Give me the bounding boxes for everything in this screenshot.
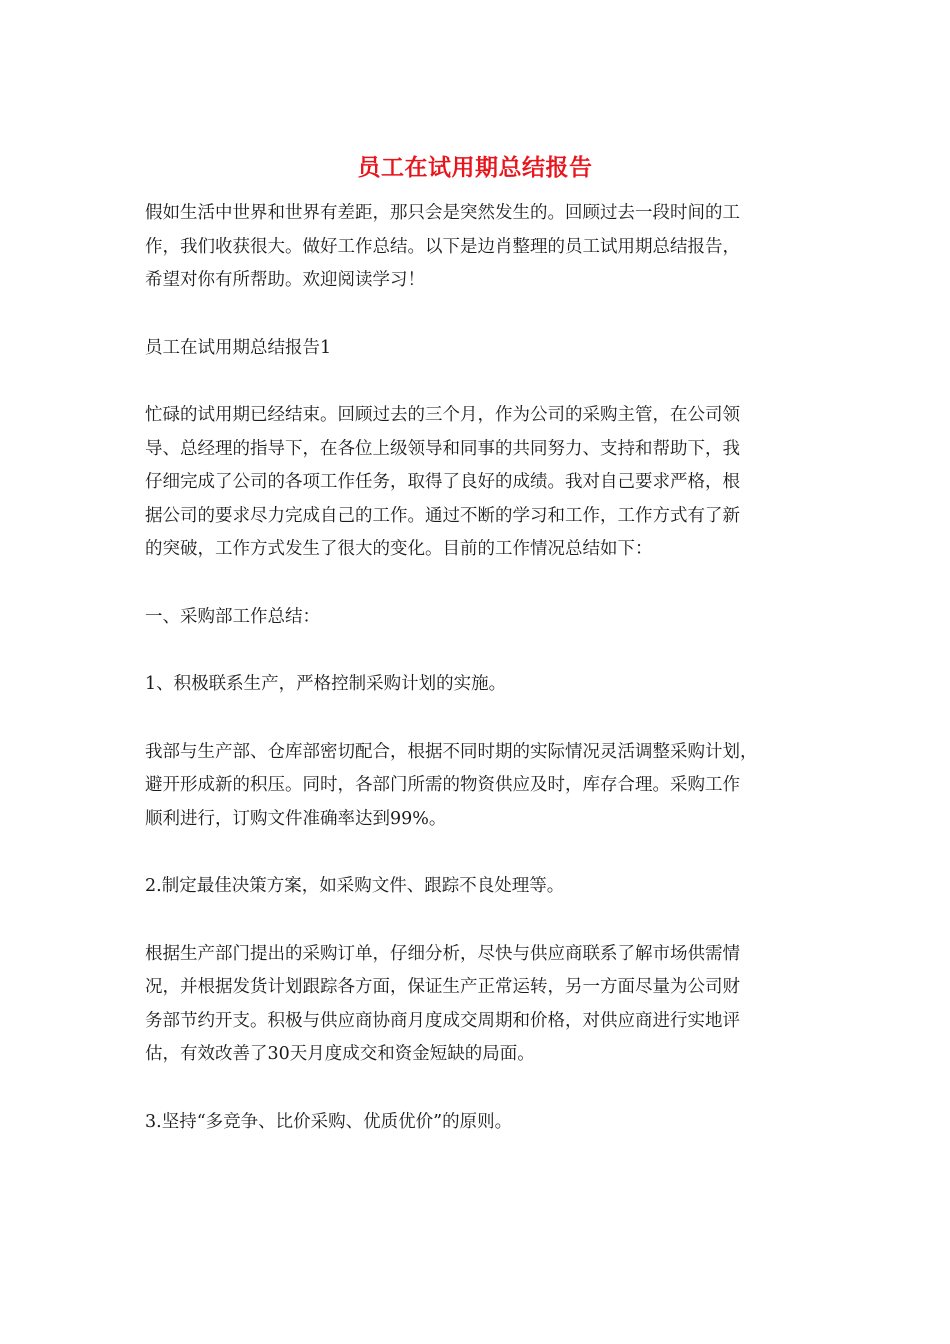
paragraph-line: 顺利进行，订购文件准确率达到99%。 bbox=[145, 808, 447, 829]
paragraph bbox=[145, 1106, 813, 1140]
paragraph-line: 忙碌的试用期已经结束。回顾过去的三个月，作为公司的采购主管，在公司领 bbox=[145, 405, 740, 425]
paragraph-line: 员工在试用期总结报告1 bbox=[145, 337, 332, 358]
paragraph-line: 根据生产部门提出的采购订单，仔细分析，尽快与供应商联系了解市场供需情 bbox=[145, 943, 740, 964]
paragraph-line: 3.坚持“多竞争、比价采购、优质优价”的原则。 bbox=[145, 1111, 513, 1132]
paragraph-line: 的突破，工作方式发生了很大的变化。目前的工作情况总结如下： bbox=[145, 539, 653, 559]
paragraph-line: 务部节约开支。积极与供应商协商月度成交周期和价格，对供应商进行实地评 bbox=[145, 1010, 740, 1031]
paragraph bbox=[145, 668, 813, 702]
paragraph-line: 据公司的要求尽力完成自己的工作。通过不断的学习和工作，工作方式有了新 bbox=[145, 505, 740, 526]
paragraph bbox=[145, 399, 813, 567]
paragraph bbox=[145, 736, 813, 837]
document-title: 员工在试用期总结报告 bbox=[357, 154, 593, 181]
paragraph-line: 2.制定最佳决策方案，如采购文件、跟踪不良处理等。 bbox=[145, 876, 565, 896]
paragraph bbox=[145, 197, 813, 298]
paragraph-line: 希望对你有所帮助。欢迎阅读学习！ bbox=[145, 270, 425, 290]
paragraph-line: 估，有效改善了30天月度成交和资金短缺的局面。 bbox=[145, 1044, 535, 1064]
paragraph-line: 一、采购部工作总结： bbox=[145, 606, 320, 627]
paragraph bbox=[145, 601, 813, 635]
paragraph bbox=[145, 870, 813, 904]
paragraph-line: 作，我们收获很大。做好工作总结。以下是边肖整理的员工试用期总结报告， bbox=[145, 236, 740, 257]
paragraph-line: 导、总经理的指导下，在各位上级领导和同事的共同努力、支持和帮助下，我 bbox=[145, 438, 740, 459]
paragraph-line: 我部与生产部、仓库部密切配合，根据不同时期的实际情况灵活调整采购计划， bbox=[145, 741, 758, 762]
paragraph-line: 避开形成新的积压。同时，各部门所需的物资供应及时，库存合理。采购工作 bbox=[145, 775, 740, 795]
paragraph bbox=[145, 938, 813, 1072]
paragraph-line: 假如生活中世界和世界有差距，那只会是突然发生的。回顾过去一段时间的工 bbox=[145, 203, 740, 223]
paragraph-line: 1、积极联系生产，严格控制采购计划的实施。 bbox=[145, 674, 507, 694]
paragraph-line: 仔细完成了公司的各项工作任务，取得了良好的成绩。我对自己要求严格，根 bbox=[145, 472, 740, 492]
paragraph bbox=[145, 332, 813, 366]
document-body bbox=[145, 197, 813, 1173]
paragraph-line: 况，并根据发货计划跟踪各方面，保证生产正常运转，另一方面尽量为公司财 bbox=[145, 977, 740, 997]
